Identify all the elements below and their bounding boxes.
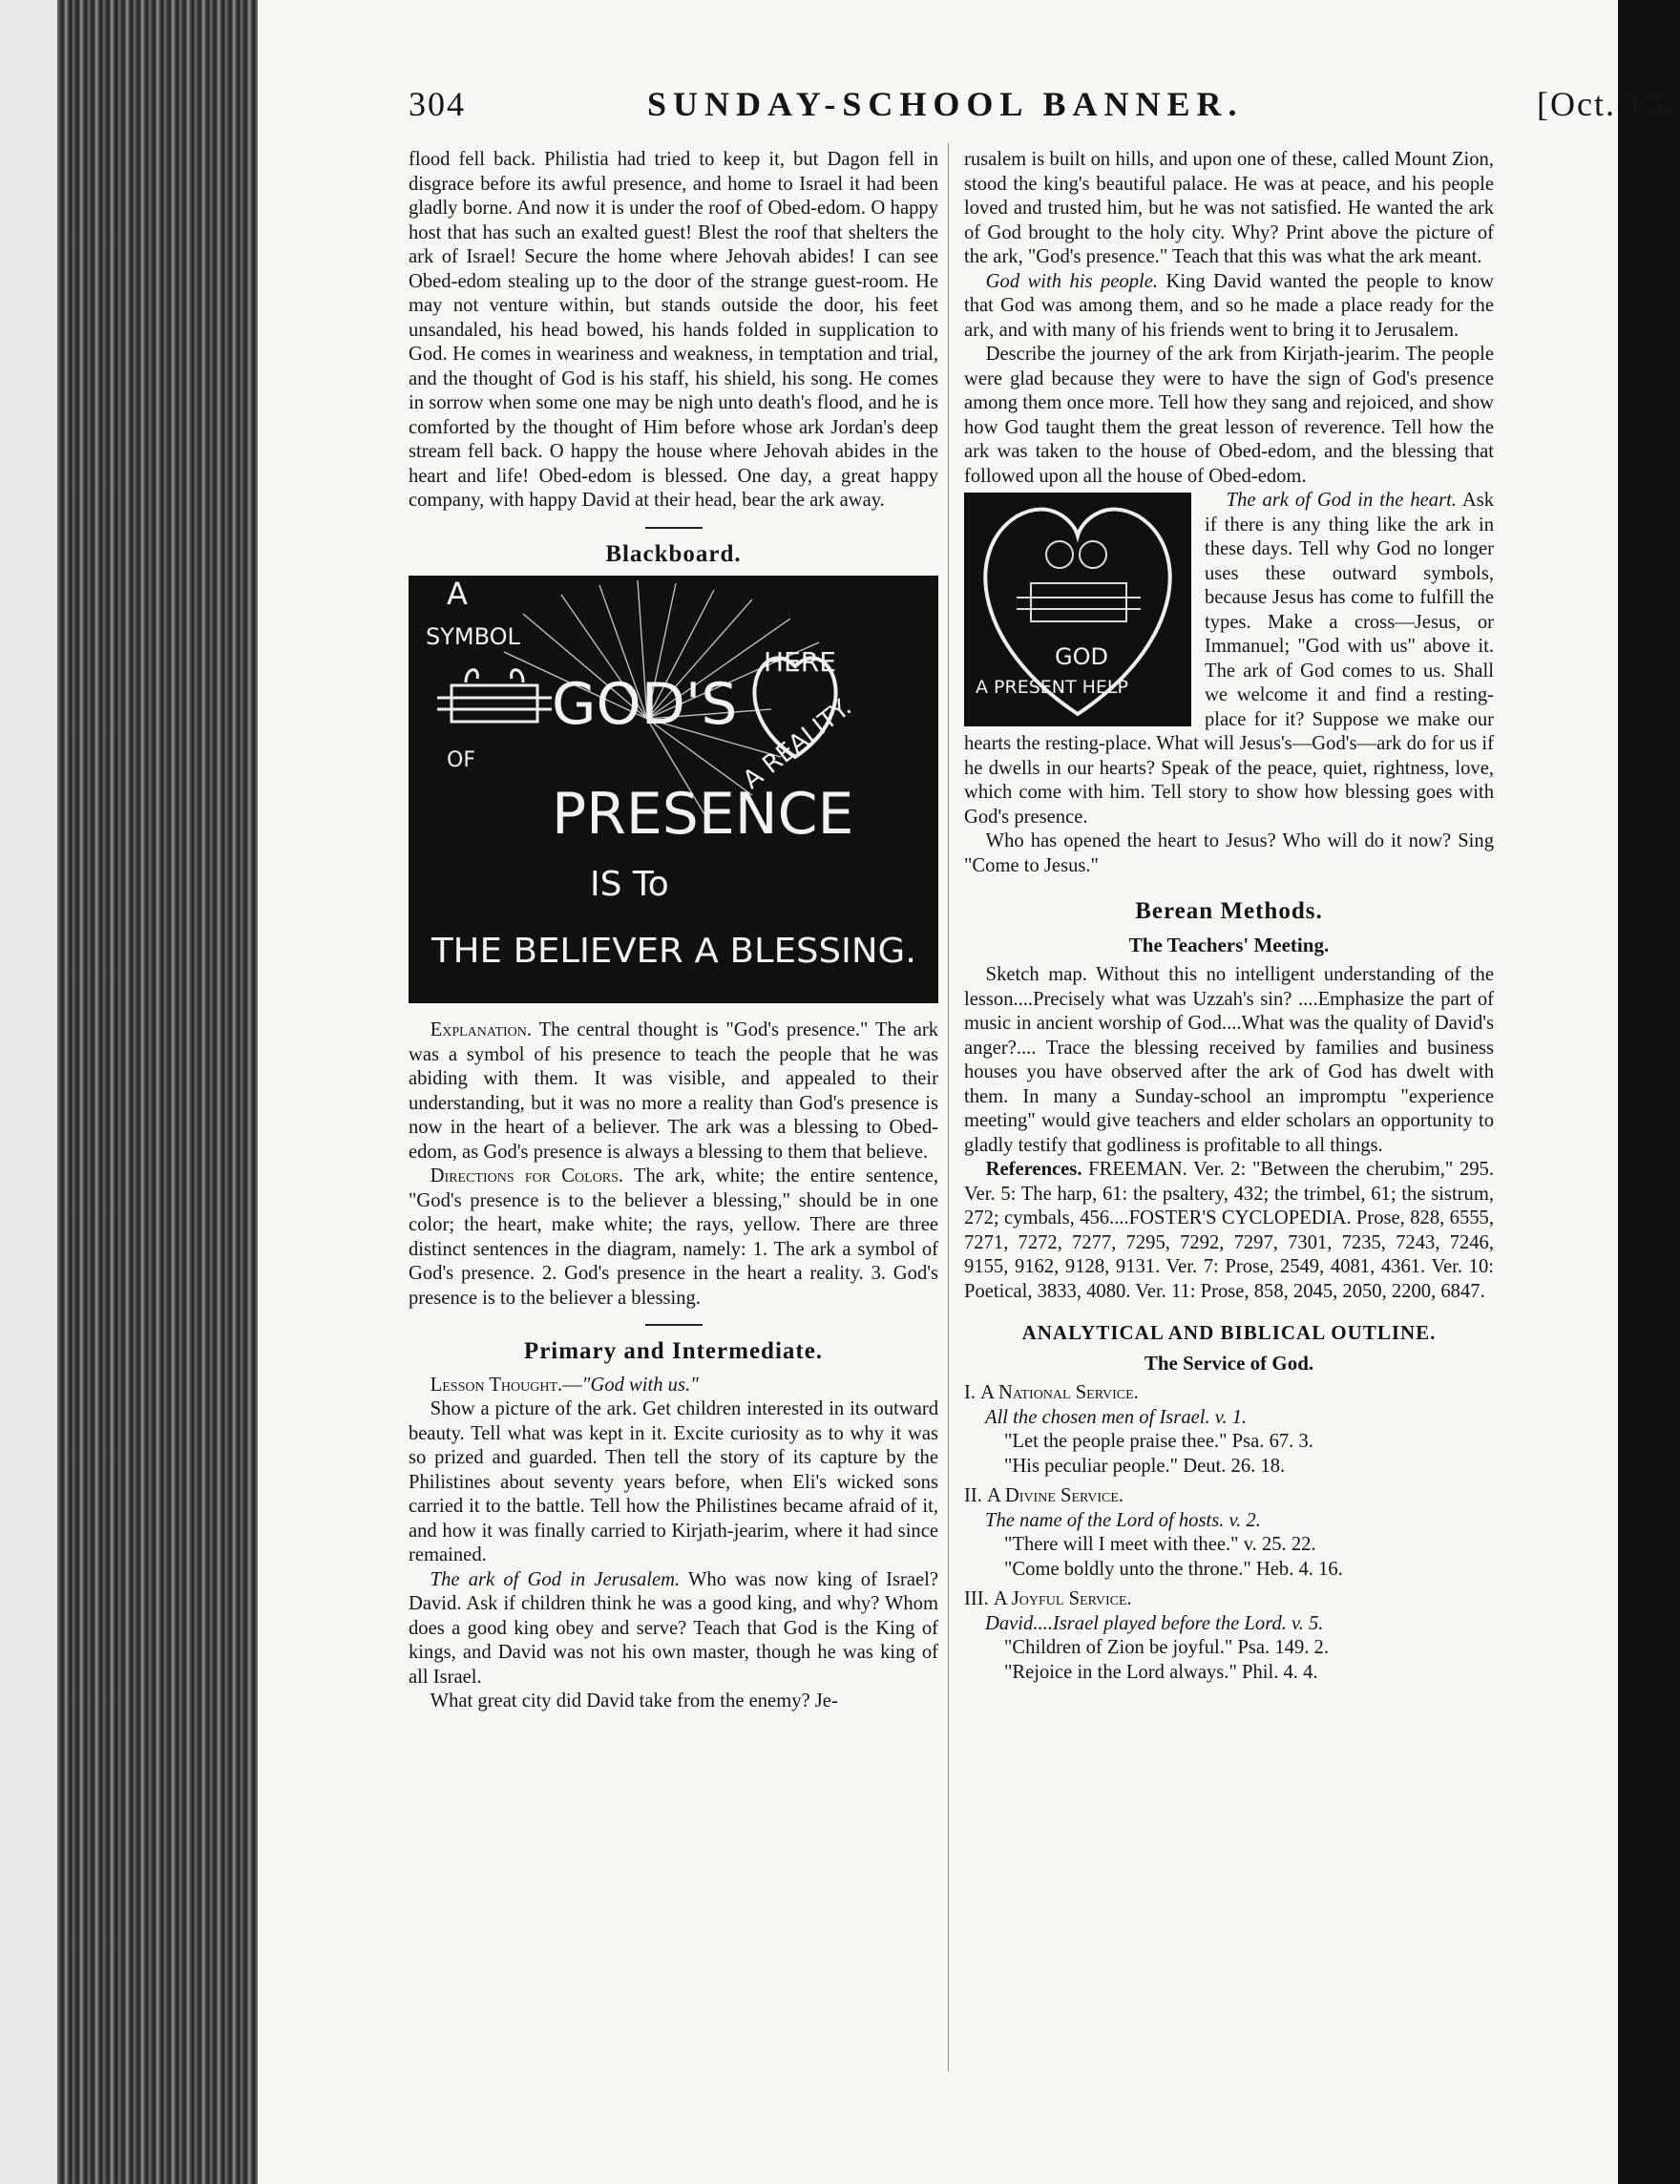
outline-list bbox=[964, 1381, 1494, 1685]
board-reality: A REALITY. bbox=[737, 693, 857, 795]
paragraph: Who has opened the heart to Jesus? Who will do it now? Sing "Come to Jesus." bbox=[964, 830, 1494, 876]
heart-drawing bbox=[964, 493, 1191, 726]
heart-god: GOD bbox=[1055, 643, 1108, 670]
outline-ref: "His peculiar people." Deut. 26. 18. bbox=[1004, 1455, 1286, 1477]
blackboard-drawing bbox=[409, 576, 938, 1003]
board-a: A bbox=[447, 576, 468, 612]
paragraph: King David wanted the people to know that God was among them, and so he made a place ready for the ark, and with many of his friends went to bring it to Jerusalem. bbox=[964, 270, 1494, 341]
blackboard-illustration bbox=[409, 576, 938, 1003]
teachers-heading: The Teachers' Meeting. bbox=[1128, 933, 1330, 956]
paragraph: Describe the journey of the ark from Kirjath-jearim. The people were glad because they were to have the sign of God's presence among them once more. Tell how they sang and rejoiced, and show how God taught them the great lesson of reverence. Tell how the ark was taken to the house of Obed-edom, and the blessing that followed upon all the house of Obed-edom. bbox=[964, 344, 1494, 487]
lesson-thought: "God with us." bbox=[581, 1374, 699, 1396]
right-column bbox=[964, 148, 1494, 1685]
left-column bbox=[409, 148, 938, 1714]
berean-heading: Berean Methods. bbox=[1135, 898, 1323, 924]
outline-ref: "Let the people praise thee." Psa. 67. 3. bbox=[1004, 1431, 1313, 1452]
section-rule bbox=[645, 1324, 703, 1326]
outline-heading: ANALYTICAL AND BIBLICAL OUTLINE. bbox=[1021, 1321, 1437, 1344]
god-people-label: God with his people. bbox=[985, 270, 1159, 292]
paragraph: Sketch map. Without this no intelligent understanding of the lesson....Precisely what was Uzzah's sin? ....Emphasize the part of music in ancient worship of God....What was the quality of David's anger?.... Trace the blessing received by families and business houses you have observed after the ark of God has dwelt with them. In many a Sunday-school an impromptu "experience meeting" would give teachers and elder scholars an opportunity to gladly testify that godliness is profitable to all things. bbox=[964, 964, 1494, 1156]
ark-jerusalem-label: The ark of God in Jerusalem. bbox=[430, 1568, 681, 1590]
outline-item: I. A National Service. bbox=[964, 1382, 1139, 1403]
references-text: FREEMAN. Ver. 2: "Between the cherubim," 295. Ver. 5: The harp, 61: the psaltery, 432; the trimbel, 61; the sistrum, 272; cymbals, 456....FOSTER'S CYCLOPEDIA. Prose, 828, 6555, 7271, 7272, 7277, 7295, 7292, 7297, 7301, 7235, 7243, 7246, 9155, 9162, 9128, 9131. Ver. 7: Prose, 2549, 4081, 4361. Ver. 10: Poetical, 3833, 4080. Ver. 11: Prose, 858, 2045, 2050, 2200, 6847. bbox=[964, 1159, 1494, 1302]
lesson-thought-label: Lesson Thought.— bbox=[430, 1374, 582, 1396]
page bbox=[258, 0, 1675, 2184]
outline-item: III. A Joyful Service. bbox=[964, 1588, 1132, 1609]
page-number: 304 bbox=[409, 85, 466, 123]
board-presence: PRESENCE bbox=[552, 781, 854, 848]
explanation-text: The central thought is "God's presence." The ark was a symbol of his presence to teach the people that he was abiding with them. It was visible, and appealed to their understanding, but it was no more a reality than God's presence is now in the heart of a believer. The ark was a blessing to Obed-edom, as God's presence is always a blessing to them that believe. bbox=[409, 1019, 938, 1163]
outline-text: David....Israel played before the Lord. v. 5. bbox=[985, 1612, 1324, 1634]
paragraph: rusalem is built on hills, and upon one of these, called Mount Zion, stood the king's beautiful palace. He was at peace, and his people loved and trusted him, but he was not satisfied. He wanted the ark of God brought to the holy city. Why? Print above the picture of the ark, "God's presence." Teach that this was what the ark meant. bbox=[964, 149, 1494, 267]
explanation-label: Explanation. bbox=[430, 1019, 533, 1040]
right-page-edge bbox=[1618, 0, 1680, 2184]
outline-text: The name of the Lord of hosts. v. 2. bbox=[985, 1509, 1261, 1531]
outline-ref: "Rejoice in the Lord always." Phil. 4. 4. bbox=[1004, 1661, 1318, 1683]
board-of: OF bbox=[447, 748, 475, 772]
blackboard-heading: Blackboard. bbox=[605, 540, 742, 567]
outline-subheading: The Service of God. bbox=[1144, 1351, 1314, 1375]
section-rule bbox=[645, 527, 703, 529]
heart-lettering bbox=[976, 643, 1128, 698]
running-header bbox=[409, 84, 1680, 132]
colors-label: Directions for Colors. bbox=[430, 1166, 624, 1186]
board-is-to: IS To bbox=[590, 865, 669, 904]
book-binding bbox=[0, 0, 258, 2184]
outline-ref: "Children of Zion be joyful." Psa. 149. 2. bbox=[1004, 1637, 1329, 1658]
paragraph: Ask if there is any thing like the ark in these days. Tell why God no longer uses these outward symbols, because Jesus has come to fulfill the types. Make a cross—Jesus, or Immanuel; "God with us" above it. The ark of God comes to us. Shall we welcome it and find a resting-place for it? Suppose we make our hearts the resting-place. What will Jesus's—God's—ark do for us if he dwells in our hearts? Speak of the peace, quiet, rightness, love, which come with him. Tell story to show how blessing goes with God's presence. bbox=[964, 490, 1494, 828]
references-label: References. bbox=[985, 1159, 1082, 1180]
board-gods: GOD'S bbox=[552, 671, 738, 738]
journal-title: SUNDAY-SCHOOL BANNER. bbox=[647, 85, 1244, 123]
paragraph: Show a picture of the ark. Get children interested in its outward beauty. Tell what was kept in it. Excite curiosity as to why it was so prized and guarded. Then tell the story of its capture by the Philistines about seventy years before, when Eli's wicked sons carried it to the battle. Tell how the Philistines became afraid of it, and how it was finally carried to Kirjath-jearim, where it had since remained. bbox=[409, 1398, 938, 1565]
column-divider bbox=[948, 143, 949, 2071]
outline-ref: "There will I meet with thee." v. 25. 22. bbox=[1004, 1534, 1316, 1555]
board-symbol: SYMBOL bbox=[426, 623, 520, 650]
outline-text: All the chosen men of Israel. v. 1. bbox=[985, 1406, 1248, 1428]
paragraph: What great city did David take from the enemy? Je- bbox=[430, 1690, 838, 1712]
heart-illustration bbox=[964, 493, 1191, 726]
primary-heading: Primary and Intermediate. bbox=[523, 1338, 824, 1364]
heart-present-help: A PRESENT HELP bbox=[976, 677, 1128, 698]
ark-drawing bbox=[1017, 541, 1141, 621]
colors-text: The ark, white; the entire sentence, "God's presence is to the believer a blessing," should be in one color; the heart, make white; the rays, yellow. There are three distinct sentences in the diagram, namely: 1. The ark a symbol of God's presence. 2. God's presence in the heart a reality. 3. God's presence is to the believer a blessing. bbox=[409, 1166, 939, 1309]
outline-ref: "Come boldly unto the throne." Heb. 4. 16. bbox=[1004, 1558, 1343, 1580]
issue-date: [Oct. 13. bbox=[1537, 85, 1675, 123]
paragraph: Who was now king of Israel? David. Ask if children think he was a good king, and why? Whom does a good king obey and serve? Teach that God is the King of kings, and David was not his own master, though he was king of all Israel. bbox=[409, 1568, 939, 1688]
board-here: HERE bbox=[764, 646, 836, 678]
board-lettering bbox=[426, 576, 916, 971]
ark-heart-label: The ark of God in the heart. bbox=[1226, 490, 1457, 511]
paragraph: flood fell back. Philistia had tried to keep it, but Dagon fell in disgrace before its awful presence, and home to Israel it had been gladly borne. And now it is under the roof of Obed-edom. O happy host that has such an exalted guest! Blest the roof that shelters the ark of Israel! Secure the home where Jehovah abides! I can see Obed-edom stealing up to the door of the strange guest-room. He may not venture within, but stands outside the door, his feet unsandaled, his head bowed, his hands folded in supplication to God. He comes in weariness and weakness, in temptation and trial, and the thought of God is his staff, his shield, his song. He comes in sorrow when some one may be nigh unto death's flood, and he is comforted by the thought of Him before whose ark Jordan's deep stream fell back. O happy the house where Jehovah abides in the heart and life! Obed-edom is blessed. One day, a great happy company, with happy David at their head, bear the ark away. bbox=[409, 149, 938, 511]
board-bottom-line: THE BELIEVER A BLESSING. bbox=[430, 932, 916, 971]
ark-drawing bbox=[437, 670, 552, 722]
outline-item: II. A Divine Service. bbox=[964, 1485, 1124, 1506]
